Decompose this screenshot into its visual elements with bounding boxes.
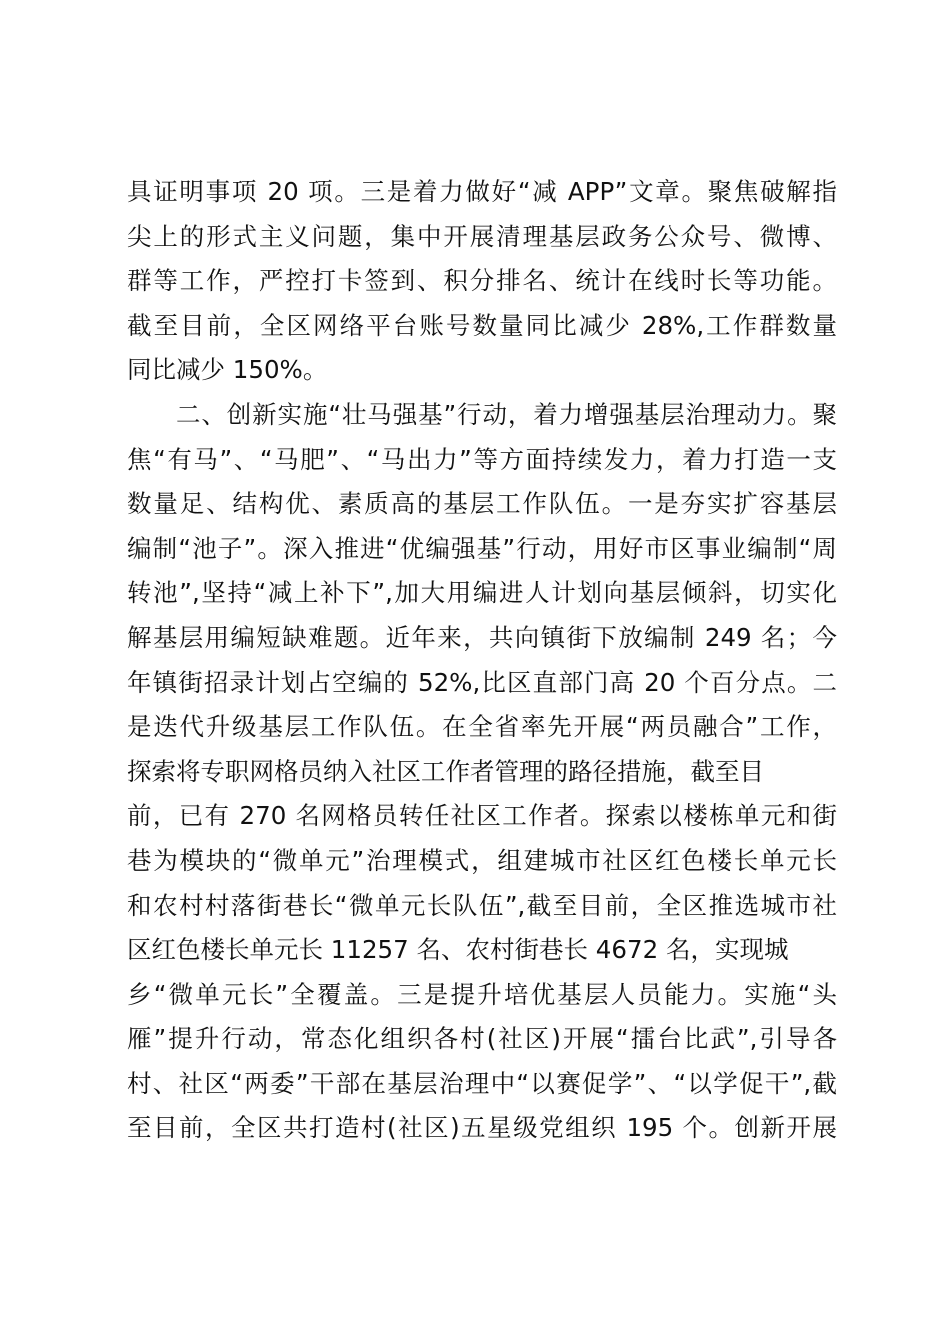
text-line-17: 和农村村落街巷长“微单元长队伍”,截至目前，全区推选城市社: [127, 890, 837, 920]
text-line-1: 具证明事项 20 项。三是着力做好“减 APP”文章。聚焦破解指: [127, 177, 837, 206]
text-line-2: 尖上的形式主义问题，集中开展清理基层政务公众号、微博、: [127, 221, 837, 251]
text-line-13: 是迭代升级基层工作队伍。在全省率先开展“两员融合”工作，: [127, 712, 837, 742]
text-line-6: 二、创新实施“壮马强基”行动，着力增强基层治理动力。聚: [176, 399, 837, 429]
text-line-7: 焦“有马”、“马肥”、“马出力”等方面持续发力，着力打造一支: [127, 444, 837, 474]
text-line-22: 至目前，全区共打造村(社区)五星级党组织 195 个。创新开展: [127, 1113, 837, 1143]
document-body: [127, 170, 837, 1151]
text-line-3: 群等工作，严控打卡签到、积分排名、统计在线时长等功能。: [127, 266, 837, 296]
text-line-14: 探索将专职网格员纳入社区工作者管理的路径措施，截至目: [127, 756, 764, 786]
text-line-9: 编制“池子”。深入推进“优编强基”行动，用好市区事业编制“周: [127, 533, 837, 563]
text-line-5: 同比减少 150%。: [127, 355, 328, 385]
text-line-19: 乡“微单元长”全覆盖。三是提升培优基层人员能力。实施“头: [127, 979, 837, 1009]
text-line-18: 区红色楼长单元长 11257 名、农村街巷长 4672 名，实现城: [127, 935, 789, 965]
text-line-12: 年镇街招录计划占空编的 52%,比区直部门高 20 个百分点。二: [127, 667, 837, 697]
text-line-10: 转池”,坚持“减上补下”,加大用编进人计划向基层倾斜，切实化: [127, 578, 837, 608]
text-line-15: 前，已有 270 名网格员转任社区工作者。探索以楼栋单元和街: [127, 801, 837, 831]
text-line-8: 数量足、结构优、素质高的基层工作队伍。一是夯实扩容基层: [127, 489, 837, 519]
text-line-20: 雁”提升行动，常态化组织各村(社区)开展“擂台比武”,引导各: [127, 1024, 837, 1054]
text-line-4: 截至目前，全区网络平台账号数量同比减少 28%,工作群数量: [127, 310, 837, 340]
text-line-16: 巷为模块的“微单元”治理模式，组建城市社区红色楼长单元长: [127, 845, 837, 875]
text-line-21: 村、社区“两委”干部在基层治理中“以赛促学”、“以学促干”,截: [127, 1068, 837, 1098]
text-line-11: 解基层用编短缺难题。近年来，共向镇街下放编制 249 名；今: [127, 622, 837, 652]
